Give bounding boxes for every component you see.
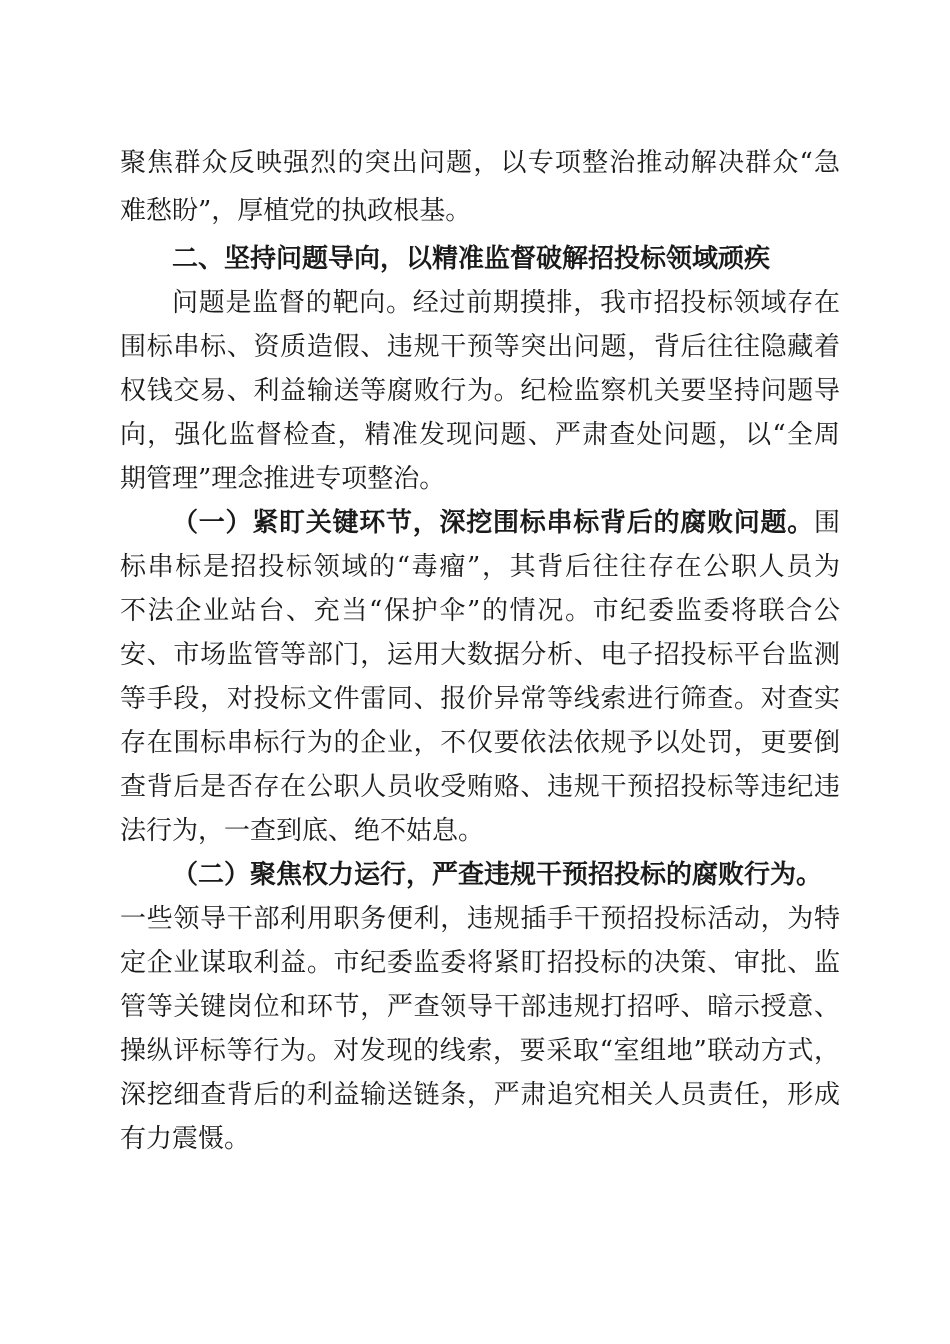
text-line: 一些领导干部利用职务便利，违规插手干预招投标活动，为特	[120, 904, 840, 934]
item-1-first-line	[172, 501, 840, 545]
text-line: 聚焦群众反映强烈的突出问题，以专项整治推动解决群众“急	[120, 148, 840, 178]
text-line: 深挖细查背后的利益输送链条，严肃追究相关人员责任，形成	[120, 1080, 840, 1110]
text-line: 期管理”理念推进专项整治。	[120, 464, 446, 494]
item-2-title: （二）聚焦权力运行，严查违规干预招投标的腐败行为。	[172, 860, 823, 890]
item-1-title-rest: 围	[813, 508, 840, 538]
text-line: 权钱交易、利益输送等腐败行为。纪检监察机关要坚持问题导	[120, 376, 840, 406]
section-heading: 二、坚持问题导向，以精准监督破解招投标领域顽疾	[172, 244, 771, 274]
text-line: 等手段，对投标文件雷同、报价异常等线索进行筛查。对查实	[120, 684, 840, 714]
text-line: 围标串标、资质造假、违规干预等突出问题，背后往往隐藏着	[120, 332, 840, 362]
item-1-title: （一）紧盯关键环节，深挖围标串标背后的腐败问题。	[172, 508, 814, 538]
text-line: 定企业谋取利益。市纪委监委将紧盯招投标的决策、审批、监	[120, 948, 840, 978]
text-line: 向，强化监督检查，精准发现问题、严肃查处问题，以“全周	[120, 420, 840, 450]
text-line: 问题是监督的靶向。经过前期摸排，我市招投标领域存在	[172, 288, 840, 318]
text-line: 标串标是招投标领域的“毒瘤”，其背后往往存在公职人员为	[120, 552, 840, 582]
text-line: 不法企业站台、充当“保护伞”的情况。市纪委监委将联合公	[120, 596, 840, 626]
text-line: 管等关键岗位和环节，严查领导干部违规打招呼、暗示授意、	[120, 992, 840, 1022]
text-line: 有力震慑。	[120, 1124, 251, 1154]
text-line: 难愁盼”，厚植党的执政根基。	[120, 196, 472, 226]
text-line: 查背后是否存在公职人员收受贿赂、违规干预招投标等违纪违	[120, 772, 840, 802]
text-line: 存在围标串标行为的企业，不仅要依法依规予以处罚，更要倒	[120, 728, 840, 758]
text-line: 安、市场监管等部门，运用大数据分析、电子招投标平台监测	[120, 640, 840, 670]
text-line: 操纵评标等行为。对发现的线索，要采取“室组地”联动方式，	[120, 1036, 840, 1066]
text-line: 法行为，一查到底、绝不姑息。	[120, 816, 485, 846]
